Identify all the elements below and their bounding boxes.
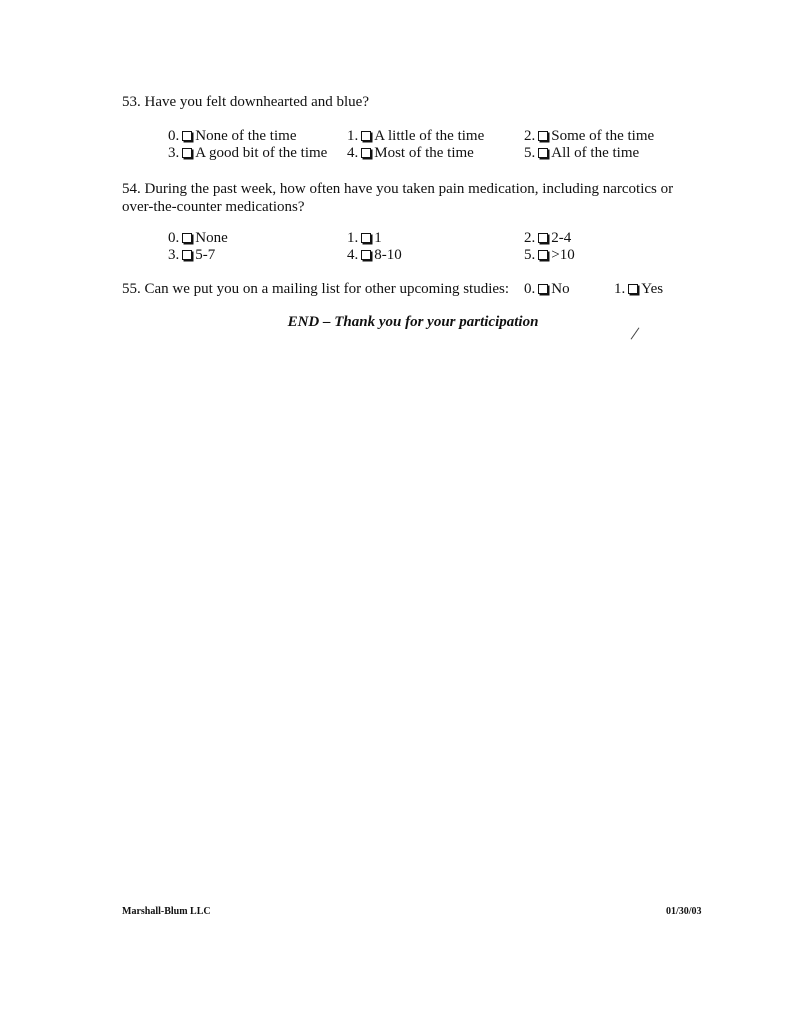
- checkbox-icon[interactable]: [538, 131, 548, 141]
- checkbox-icon[interactable]: [361, 131, 371, 141]
- question-54-text: 54. During the past week, how often have you taken pain medication, including narcotics or over-the-counter medications?: [122, 181, 674, 215]
- option-label: 1: [374, 230, 382, 246]
- option-label: A good bit of the time: [195, 145, 328, 161]
- option-code: 0.: [168, 128, 180, 144]
- q54-option-5[interactable]: [524, 246, 575, 264]
- checkbox-icon[interactable]: [538, 250, 548, 260]
- question-53-text: 53. Have you felt downhearted and blue?: [122, 94, 369, 110]
- option-label: All of the time: [551, 145, 640, 161]
- option-code: 4.: [347, 145, 359, 161]
- q55-option-0[interactable]: [524, 280, 570, 298]
- checkbox-icon[interactable]: [361, 148, 371, 158]
- q54-option-1[interactable]: [347, 229, 382, 247]
- question-55-text: 55. Can we put you on a mailing list for other upcoming studies:: [122, 281, 510, 297]
- option-code: 2.: [524, 128, 536, 144]
- option-label: 8-10: [374, 247, 402, 263]
- option-code: 1.: [347, 128, 359, 144]
- checkbox-icon[interactable]: [182, 148, 192, 158]
- option-label: 2-4: [551, 230, 572, 246]
- option-code: 0.: [524, 281, 536, 297]
- q54-option-3[interactable]: [168, 246, 215, 264]
- checkbox-icon[interactable]: [538, 233, 548, 243]
- closing-message: END – Thank you for your participation: [287, 314, 539, 330]
- checkbox-icon[interactable]: [538, 148, 548, 158]
- checkbox-icon[interactable]: [628, 284, 638, 294]
- checkbox-icon[interactable]: [182, 233, 192, 243]
- checkbox-icon[interactable]: [538, 284, 548, 294]
- q54-option-0[interactable]: [168, 229, 228, 247]
- footer-company: Marshall-Blum LLC: [122, 906, 211, 917]
- option-label: None: [195, 230, 228, 246]
- option-label: None of the time: [195, 128, 297, 144]
- q53-option-1[interactable]: [347, 127, 484, 145]
- q53-option-5[interactable]: [524, 144, 639, 162]
- option-label: >10: [551, 247, 575, 263]
- option-label: A little of the time: [374, 128, 485, 144]
- option-label: Yes: [641, 281, 664, 297]
- q54-option-4[interactable]: [347, 246, 402, 264]
- option-code: 3.: [168, 145, 180, 161]
- option-code: 4.: [347, 247, 359, 263]
- checkbox-icon[interactable]: [361, 233, 371, 243]
- option-label: 5-7: [195, 247, 216, 263]
- checkbox-icon[interactable]: [182, 131, 192, 141]
- option-code: 1.: [614, 281, 626, 297]
- option-code: 1.: [347, 230, 359, 246]
- option-code: 0.: [168, 230, 180, 246]
- option-label: Some of the time: [551, 128, 655, 144]
- option-code: 5.: [524, 247, 536, 263]
- checkbox-icon[interactable]: [361, 250, 371, 260]
- footer-date: 01/30/03: [666, 906, 702, 917]
- option-code: 3.: [168, 247, 180, 263]
- checkbox-icon[interactable]: [182, 250, 192, 260]
- option-label: Most of the time: [374, 145, 474, 161]
- option-label: No: [551, 281, 570, 297]
- q53-option-4[interactable]: [347, 144, 474, 162]
- q53-option-3[interactable]: [168, 144, 327, 162]
- q53-option-0[interactable]: [168, 127, 296, 145]
- q55-option-1[interactable]: [614, 280, 663, 298]
- option-code: 2.: [524, 230, 536, 246]
- q54-option-2[interactable]: [524, 229, 571, 247]
- q53-option-2[interactable]: [524, 127, 654, 145]
- option-code: 5.: [524, 145, 536, 161]
